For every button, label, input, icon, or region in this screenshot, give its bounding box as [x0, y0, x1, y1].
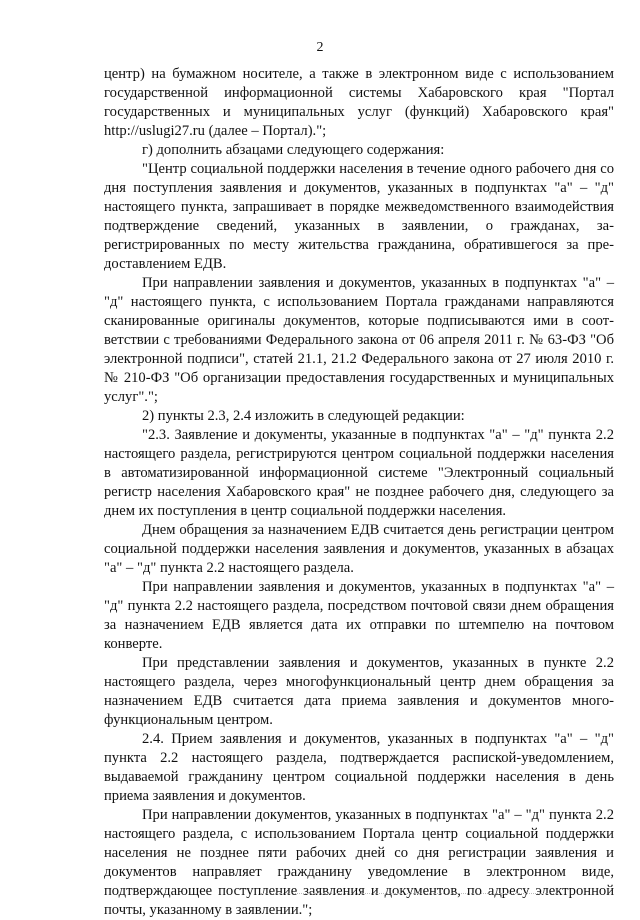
- paragraph-item-2: 2) пункты 2.3, 2.4 изложить в следующей редакции:: [142, 408, 465, 424]
- paragraph-center-request: "Центр социальной поддержки населения в течение одного рабочего дня со дня поступления заявления и документов, указанных в подпунктах "а" – "д" настоящего пункта, запрашивает в порядке межведомственного взаимодействия подтверждение сведений, указанных в заявлении, о гражданах, зарегистрированных по месту жительства гражданина, обратившегося за предоставлением ЕДВ.: [104, 161, 614, 272]
- paragraph-clause-2-4: 2.4. Прием заявления и документов, указанных в подпунктах "а" – "д" пункта 2.2 настоящего раздела, подтверждается распиской-уведомлением, выдаваемой гражданину центром социальной поддержки населения в день приема заявления и документов.: [104, 731, 614, 804]
- page-number: 2: [316, 40, 324, 55]
- paragraph-application-day: Днем обращения за назначением ЕДВ считается день регистрации центром социальной поддержки населения заявления и документов, указанных в абзацах "а" – "д" пункта 2.2 настоящего раздела.: [104, 522, 614, 576]
- document-body: [104, 65, 614, 920]
- bottom-divider: [260, 893, 560, 895]
- paragraph-mfc-submission: При представлении заявления и документов, указанных в пункте 2.2 настоящего раздела, через многофункциональный центр днем обращения за назначением ЕДВ считается дата приема заявления и документов многофункциональным центром.: [104, 655, 614, 728]
- paragraph-portal-notification: При направлении документов, указанных в подпунктах "а" – "д" пункта 2.2 настоящего раздела, с использованием Портала центр социальной поддержки населения не позднее пяти рабочих дней со дня регистрации заявления и документов направляет гражданину уведомление в электронном виде, подтверждающее поступление заявления и документов, по адресу электронной почты, указанному в заявлении.";: [104, 807, 614, 918]
- paragraph-continuation: центр) на бумажном носителе, а также в электронном виде с использованием государственной информационной системы Хабаровского края "Портал государственных и муниципальных услуг (функций) Хабаровского края" http://uslugi27.ru (далее – Портал).";: [104, 66, 614, 139]
- paragraph-clause-2-3: "2.3. Заявление и документы, указанные в подпунктах "а" – "д" пункта 2.2 настоящего раздела, регистрируются центром социальной поддержки населения в автоматизированной информационной системе "Электронный социальный регистр населения Хабаровского края" не позднее рабочего дня, следующего за днем их поступления в центр социальной поддержки населения.: [104, 427, 614, 519]
- paragraph-item-g: г) дополнить абзацами следующего содержания:: [142, 142, 445, 158]
- paragraph-portal-submission: При направлении заявления и документов, указанных в подпунктах "а" – "д" настоящего пункта, с использованием Портала гражданами направляются сканированные оригиналы документов, которые подписываются ими в соответствии с требованиями Федерального закона от 06 апреля 2011 г. № 63-ФЗ "Об электронной подписи", статей 21.1, 21.2 Федерального закона от 27 июля 2010 г. № 210-ФЗ "Об организации предоставления государственных и муниципальных услуг".";: [104, 275, 614, 405]
- paragraph-postal-submission: При направлении заявления и документов, указанных в подпунктах "а" – "д" пункта 2.2 настоящего раздела, посредством почтовой связи днем обращения за назначением ЕДВ является дата их отправки по штемпелю на почтовом конверте.: [104, 579, 614, 652]
